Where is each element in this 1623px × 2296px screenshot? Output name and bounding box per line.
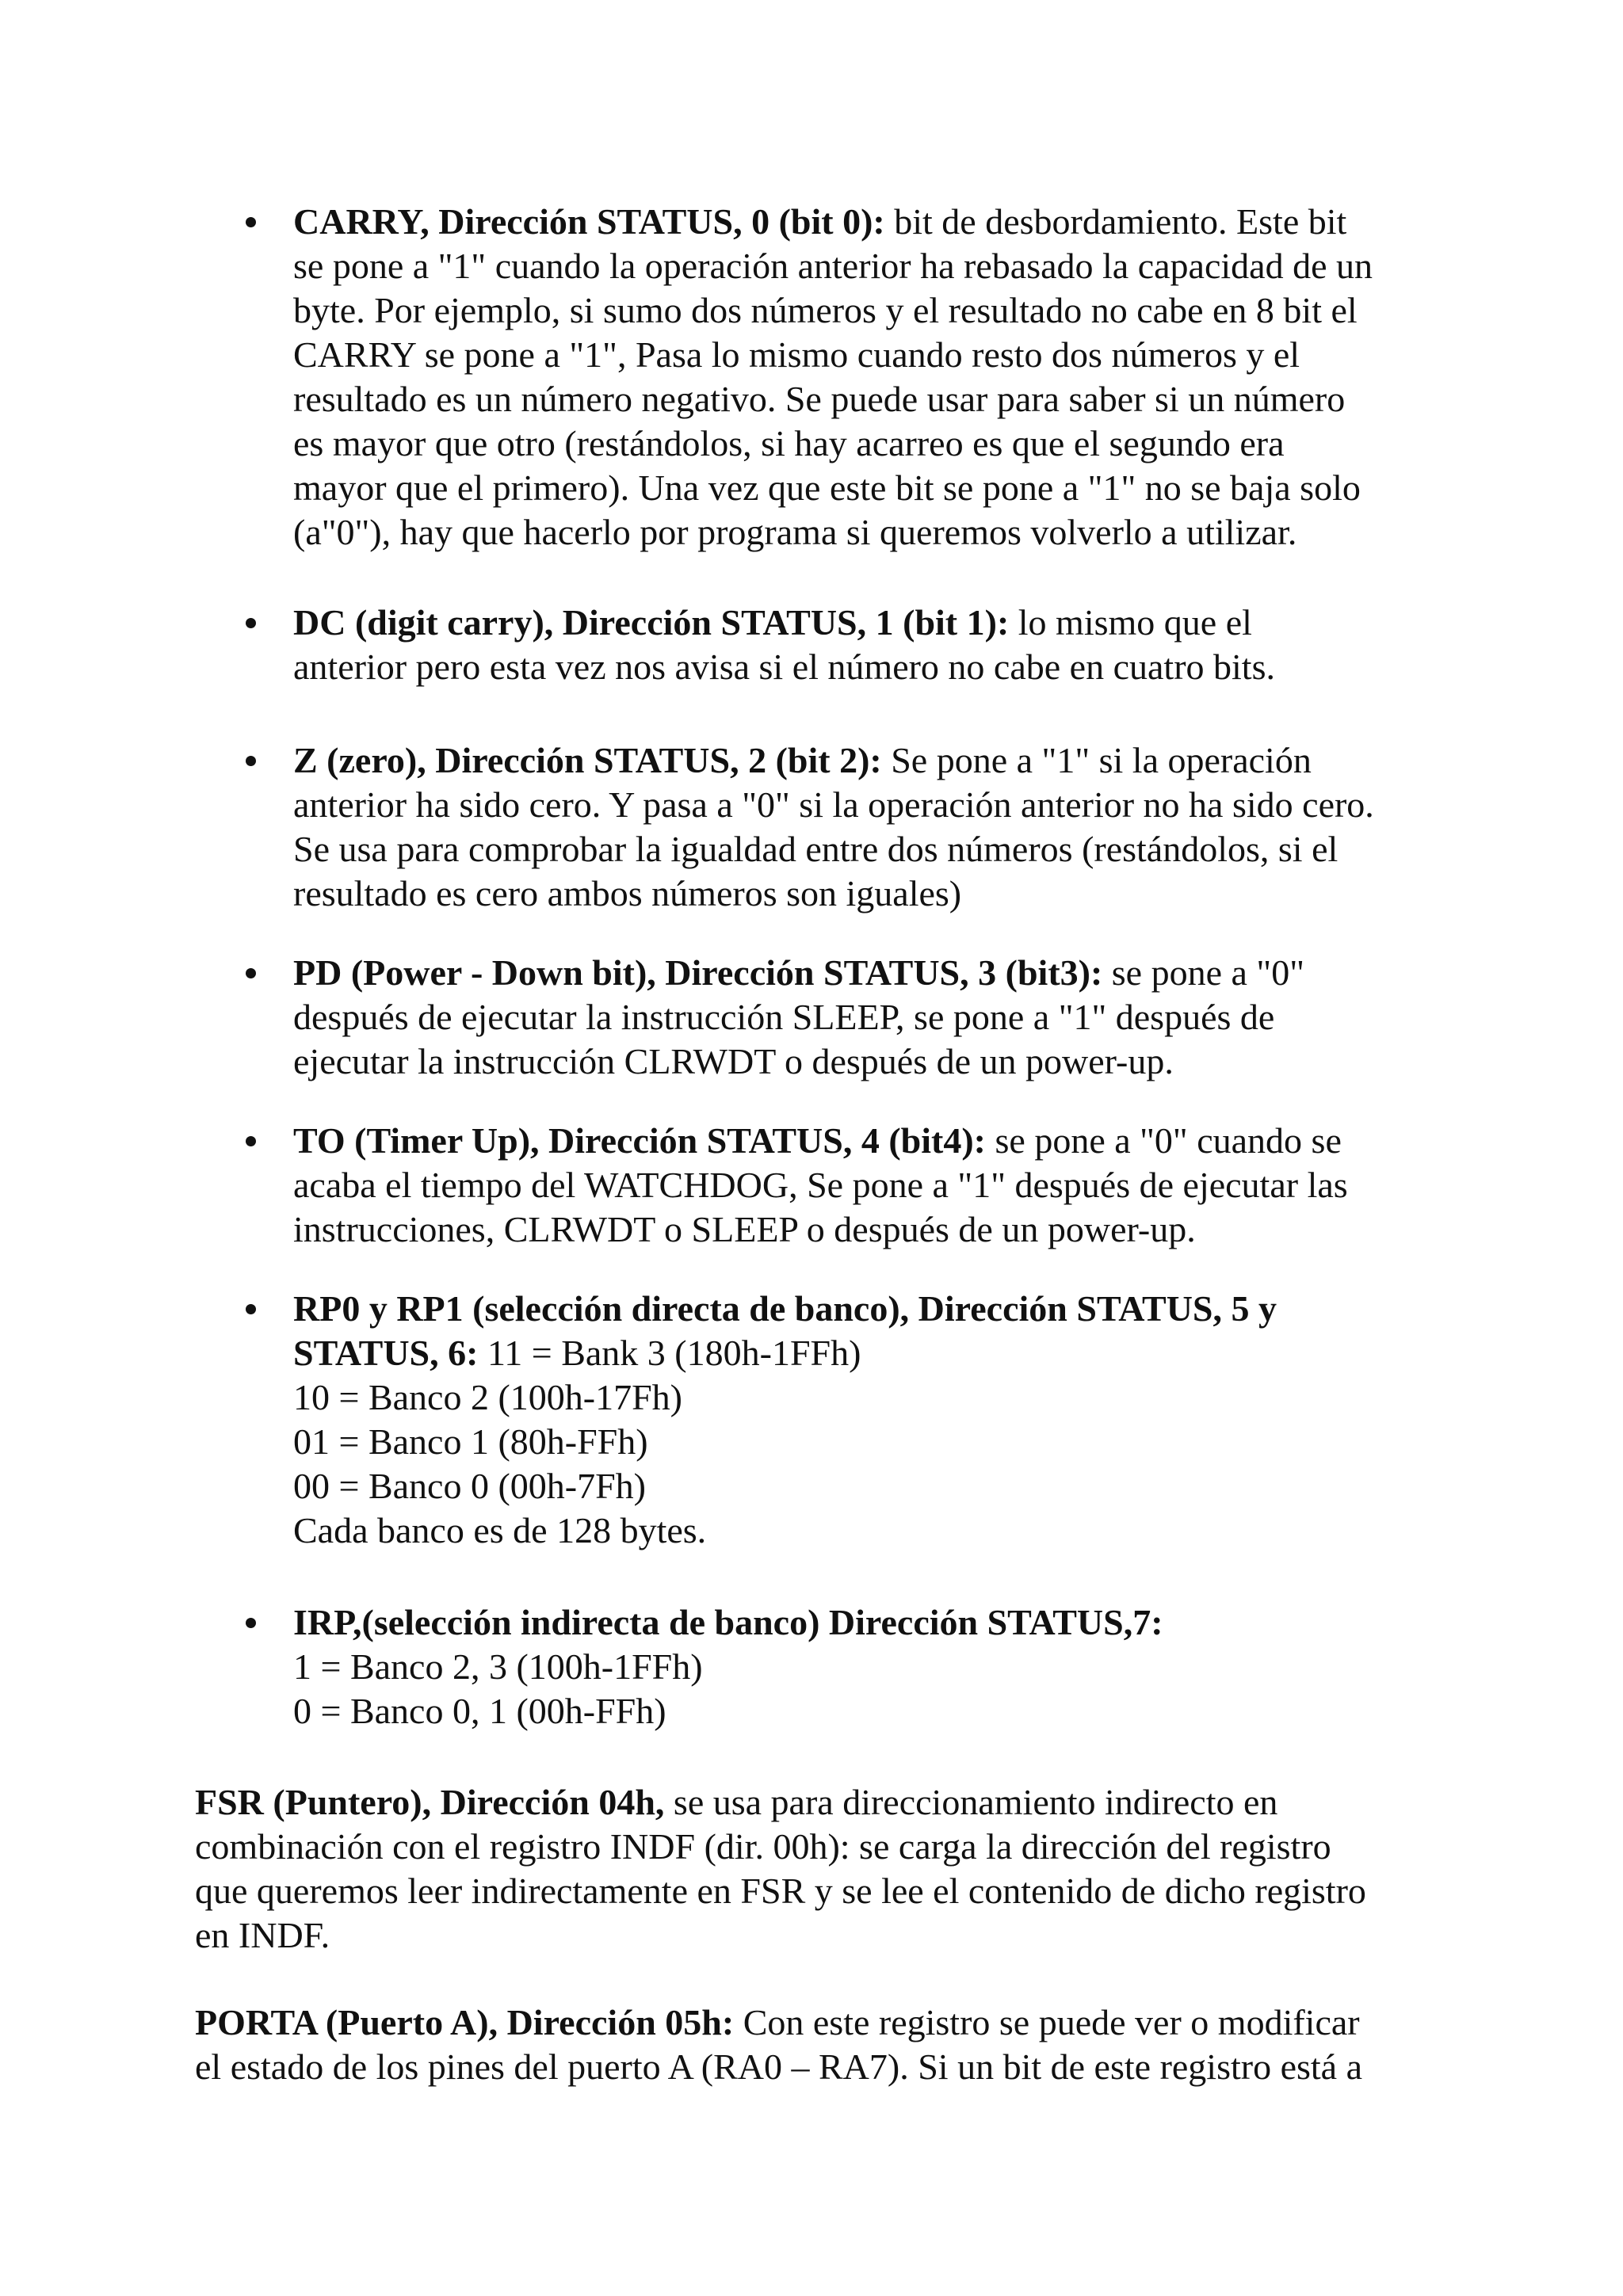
bullet-dot: [246, 618, 256, 628]
bullet-text: acaba el tiempo del WATCHDOG, Se pone a "1" después de ejecutar las: [293, 1165, 1348, 1205]
bullet-text: 0 = Banco 0, 1 (00h-FFh): [293, 1691, 666, 1731]
bullet-text: después de ejecutar la instrucción SLEEP, se pone a "1" después de: [293, 997, 1275, 1037]
paragraph-text: se usa para direccionamiento indirecto en: [664, 1782, 1278, 1822]
bullet-text: Se usa para comprobar la igualdad entre dos números (restándolos, si el: [293, 829, 1338, 869]
bullet-first-line: [293, 951, 1442, 995]
bullet-text: lo mismo que el: [1009, 602, 1252, 643]
bullet-text: resultado es un número negativo. Se puede usar para saber si un número: [293, 379, 1346, 419]
bullet-dot: [246, 756, 256, 766]
bullet-digit-carry: [293, 601, 1442, 689]
paragraph-porta: [195, 2000, 1447, 2089]
bullet-text: anterior ha sido cero. Y pasa a "0" si la operación anterior no ha sido cero.: [293, 784, 1374, 825]
bullet-dot: [246, 1136, 256, 1146]
bullet-first-line: [293, 601, 1442, 645]
bullet-text: 11 = Bank 3 (180h-1FFh): [478, 1333, 861, 1373]
bullet-dot: [246, 968, 256, 978]
bullet-dot: [246, 217, 256, 227]
bullet-text: Se pone a "1" si la operación: [881, 740, 1312, 780]
bullet-text: 1 = Banco 2, 3 (100h-1FFh): [293, 1646, 703, 1687]
bullet-title: CARRY, Dirección STATUS, 0 (bit 0):: [293, 201, 885, 242]
bullet-text: (a"0"), hay que hacerlo por programa si queremos volverlo a utilizar.: [293, 512, 1297, 552]
paragraph-title: FSR (Puntero), Dirección 04h,: [195, 1782, 665, 1822]
bullet-text: resultado es cero ambos números son iguales): [293, 873, 962, 913]
bullet-title: PD (Power - Down bit), Dirección STATUS, 3 (bit3):: [293, 952, 1103, 993]
bullet-text: Cada banco es de 128 bytes.: [293, 1510, 707, 1550]
bullet-second-line: [293, 1331, 1442, 1375]
bullet-power-down: [293, 951, 1442, 1084]
bullet-text: se pone a "1" cuando la operación anterior ha rebasado la capacidad de un: [293, 246, 1373, 286]
bullet-bank-select-direct: [293, 1287, 1442, 1553]
paragraph-text: combinación con el registro INDF (dir. 00h): se carga la dirección del registro: [195, 1826, 1331, 1867]
paragraph-fsr: [195, 1780, 1447, 1958]
bullet-title: IRP,(selección indirecta de banco) Dirección STATUS,7:: [293, 1602, 1163, 1642]
paragraph-text: el estado de los pines del puerto A (RA0 – RA7). Si un bit de este registro está a: [195, 2046, 1363, 2087]
bullet-first-line: [293, 1119, 1442, 1163]
paragraph-text: Con este registro se puede ver o modificar: [734, 2002, 1360, 2042]
bullet-title: RP0 y RP1 (selección directa de banco), Dirección STATUS, 5 y: [293, 1288, 1277, 1329]
bullet-text: 00 = Banco 0 (00h-7Fh): [293, 1466, 646, 1506]
bullet-dot: [246, 1618, 256, 1628]
paragraph-text: que queremos leer indirectamente en FSR y se lee el contenido de dicho registro: [195, 1871, 1366, 1911]
bullet-title: Z (zero), Dirección STATUS, 2 (bit 2):: [293, 740, 882, 780]
paragraph-title: PORTA (Puerto A), Dirección 05h:: [195, 2002, 735, 2042]
paragraph-first-line: [195, 1780, 1447, 1825]
bullet-text: CARRY se pone a "1", Pasa lo mismo cuando resto dos números y el: [293, 334, 1300, 375]
paragraph-first-line: [195, 2000, 1447, 2045]
bullet-text: byte. Por ejemplo, si sumo dos números y el resultado no cabe en 8 bit el: [293, 290, 1358, 330]
bullet-carry: [293, 200, 1442, 555]
bullet-text: se pone a "0" cuando se: [986, 1120, 1342, 1161]
bullet-text: instrucciones, CLRWDT o SLEEP o después de un power-up.: [293, 1209, 1196, 1249]
bullet-title-continued: STATUS, 6:: [293, 1333, 479, 1373]
bullet-zero: [293, 738, 1442, 916]
bullet-text: 01 = Banco 1 (80h-FFh): [293, 1421, 648, 1462]
bullet-text: ejecutar la instrucción CLRWDT o después de un power-up.: [293, 1041, 1174, 1081]
bullet-text: bit de desbordamiento. Este bit: [884, 201, 1347, 242]
bullet-dot: [246, 1304, 256, 1314]
bullet-title: TO (Timer Up), Dirección STATUS, 4 (bit4):: [293, 1120, 986, 1161]
bullet-text: es mayor que otro (restándolos, si hay acarreo es que el segundo era: [293, 423, 1285, 463]
bullet-bank-select-indirect: [293, 1600, 1442, 1733]
bullet-text: 10 = Banco 2 (100h-17Fh): [293, 1377, 682, 1417]
bullet-first-line: [293, 738, 1442, 783]
bullet-text: anterior pero esta vez nos avisa si el número no cabe en cuatro bits.: [293, 646, 1275, 687]
bullet-timer-up: [293, 1119, 1442, 1252]
bullet-text: se pone a "0": [1102, 952, 1304, 993]
bullet-text: mayor que el primero). Una vez que este bit se pone a "1" no se baja solo: [293, 467, 1361, 508]
bullet-first-line: [293, 200, 1442, 244]
bullet-title: DC (digit carry), Dirección STATUS, 1 (bit 1):: [293, 602, 1010, 643]
paragraph-text: en INDF.: [195, 1915, 330, 1955]
